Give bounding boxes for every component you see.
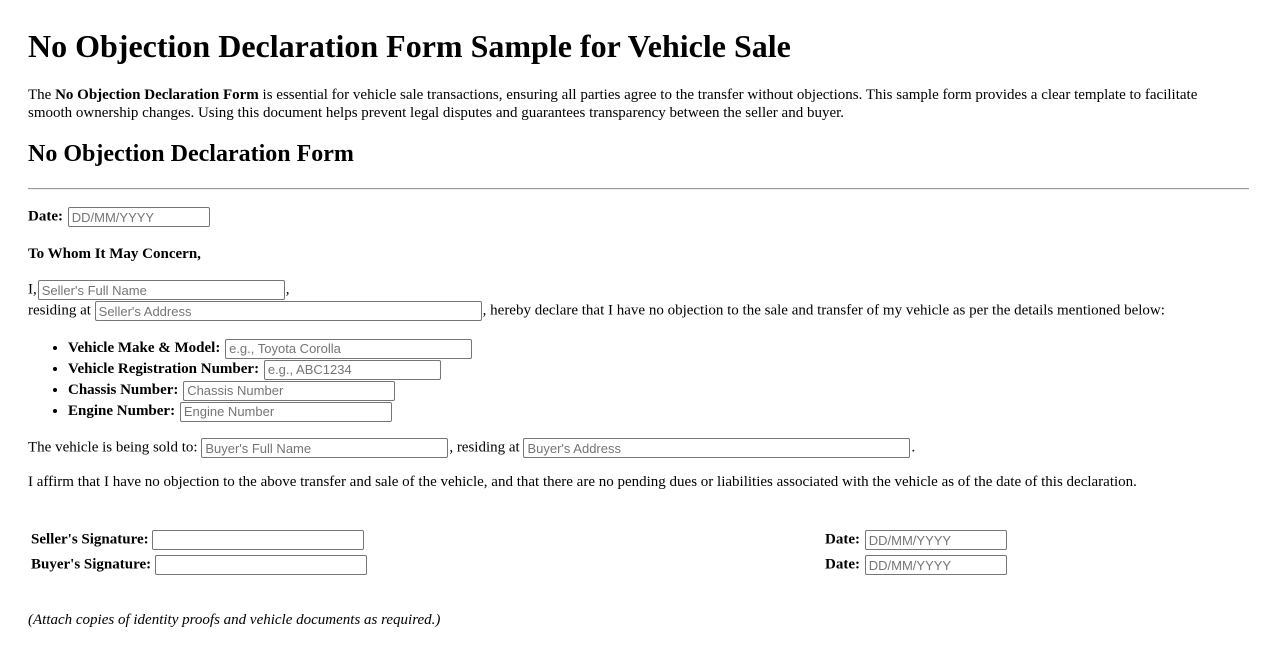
affirmation-row: [28, 474, 1137, 491]
registration-number-input[interactable]: [264, 360, 441, 380]
salutation: To Whom It May Concern,: [28, 246, 201, 262]
seller-signature-label: Seller's Signature:: [31, 531, 149, 548]
list-item-chassis: [68, 380, 473, 401]
list-item-make-model: [68, 338, 473, 359]
intro-paragraph: [28, 86, 1228, 122]
intro-suffix: is essential for vehicle sale transactions, ensuring all parties agree to the transfer without objections. This sample form provides a clear template to facilitate smooth ownership changes. Using this document helps prevent legal disputes and guarantees transparency between the seller and buyer.: [28, 87, 1198, 121]
attachment-note: (Attach copies of identity proofs and vehicle documents as required.): [28, 612, 441, 628]
buyer-address-input[interactable]: [523, 438, 910, 458]
buyer-name-input[interactable]: [201, 438, 448, 458]
chassis-number-input[interactable]: [183, 381, 395, 401]
buyer-signature-label: Buyer's Signature:: [31, 556, 152, 573]
salutation-row: [28, 246, 201, 263]
seller-declaration-text: , hereby declare that I have no objection to the sale and transfer of my vehicle as per the details mentioned below:: [482, 302, 1165, 319]
buyer-date-label: Date:: [825, 556, 860, 573]
seller-signature-input[interactable]: [152, 530, 364, 550]
seller-signature-row: [31, 530, 365, 550]
declaration-date-input[interactable]: [68, 207, 210, 227]
form-title: No Objection Declaration Form: [28, 141, 354, 167]
buyer-date-input[interactable]: [865, 555, 1007, 575]
registration-label: Vehicle Registration Number:: [68, 361, 260, 377]
page-title: No Objection Declaration Form Sample for Vehicle Sale: [28, 28, 791, 64]
buyer-row: [28, 438, 915, 458]
list-item-engine: [68, 401, 473, 422]
seller-prefix: I,: [28, 281, 37, 298]
buyer-signature-row: [31, 555, 368, 575]
buyer-residing-label: , residing at: [449, 439, 520, 456]
intro-prefix: The: [28, 87, 56, 103]
seller-name-input[interactable]: [38, 280, 285, 300]
buyer-suffix: .: [911, 439, 916, 456]
seller-address-input[interactable]: [95, 301, 482, 321]
date-row: [28, 207, 211, 227]
seller-name-row: [28, 280, 290, 300]
date-label: Date:: [28, 208, 63, 225]
buyer-date-row: [825, 555, 1008, 575]
make-model-label: Vehicle Make & Model:: [68, 340, 221, 356]
seller-date-label: Date:: [825, 531, 860, 548]
seller-date-row: [825, 530, 1008, 550]
seller-name-suffix: ,: [285, 281, 290, 298]
seller-date-input[interactable]: [865, 530, 1007, 550]
engine-number-input[interactable]: [180, 402, 392, 422]
chassis-label: Chassis Number:: [68, 382, 179, 398]
buyer-prefix: The vehicle is being sold to:: [28, 439, 198, 456]
vehicle-details-list: [28, 338, 473, 422]
divider: [28, 188, 1249, 190]
make-model-input[interactable]: [225, 339, 472, 359]
affirmation-text: I affirm that I have no objection to the above transfer and sale of the vehicle, and that there are no pending dues or liabilities associated with the vehicle as of the date of this declaration.: [28, 474, 1137, 490]
seller-residing-label: residing at: [28, 302, 91, 319]
seller-address-row: [28, 301, 1165, 321]
buyer-signature-input[interactable]: [155, 555, 367, 575]
intro-bold-term: No Objection Declaration Form: [55, 87, 259, 103]
list-item-registration: [68, 359, 473, 380]
engine-label: Engine Number:: [68, 403, 176, 419]
